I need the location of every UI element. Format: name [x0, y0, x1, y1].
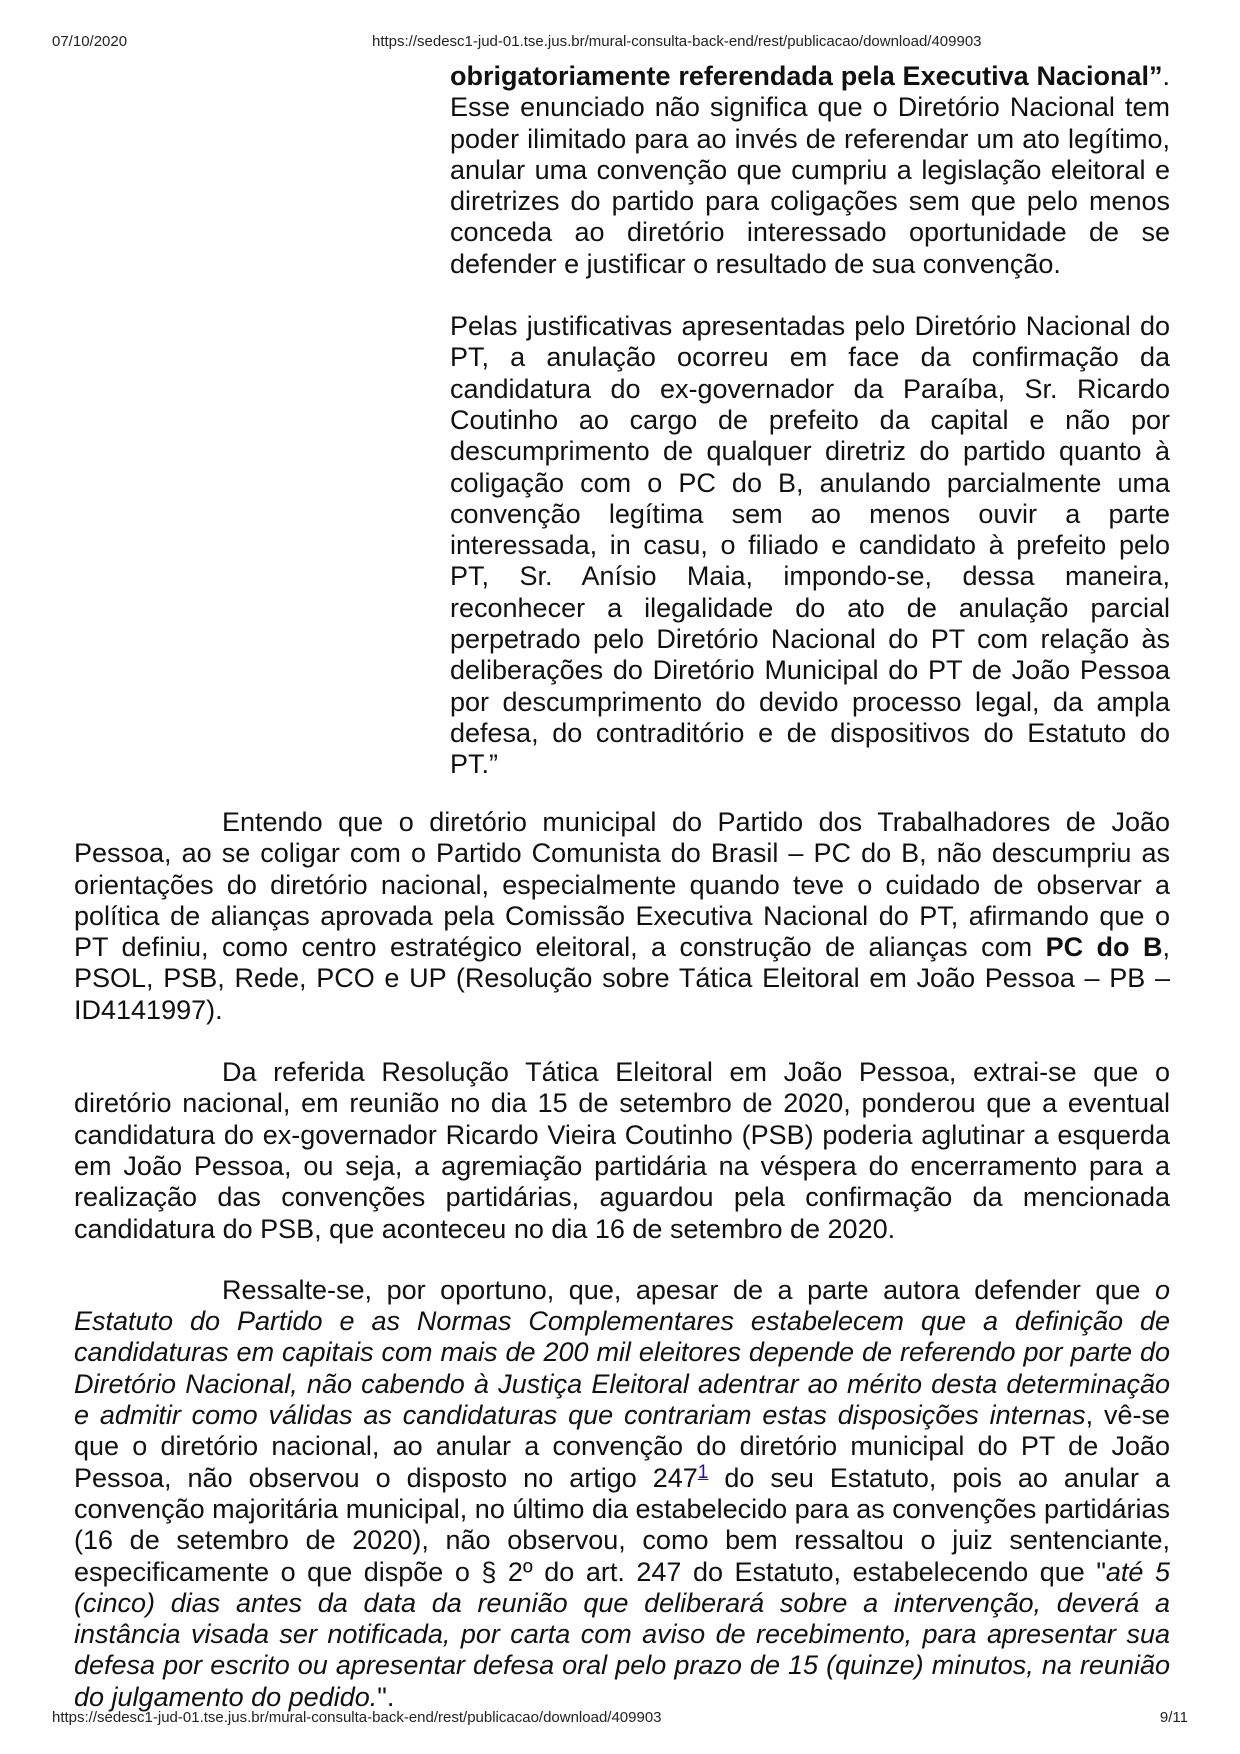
- quote-paragraph-1: [450, 61, 1170, 280]
- italic-quote: o Estatuto do Partido e as Normas Complementares estabelecem que a definição de candidaturas em capitais com mais de 200 mil eleitores depende de referendo por parte do Diretório Nacional, não cabendo à Justiça Eleitoral adentrar ao mérito desta determinação e admitir como válidas as candidaturas que contrariam estas disposições internas: [74, 1274, 1170, 1431]
- body-paragraph-3: [74, 1275, 1170, 1713]
- quoted-block: [450, 61, 1170, 781]
- quote-bold-phrase: obrigatoriamente referendada pela Executiva Nacional”: [450, 61, 1163, 91]
- footer-url: https://sedesc1-jud-01.tse.jus.br/mural-consulta-back-end/rest/publicacao/download/409903: [52, 1709, 662, 1726]
- body-paragraph-1: [74, 807, 1170, 1026]
- body-text: Ressalte-se, por oportuno, que, apesar de a parte autora defender que: [222, 1274, 1155, 1305]
- quote-text: . Esse enunciado não significa que o Diretório Nacional tem poder ilimitado para ao invés de referendar um ato legítimo, anular uma convenção que cumpriu a legislação eleitoral e diretrizes do partido para coligações sem que pelo menos conceda ao diretório interessado oportunidade de se defender e justificar o resultado de sua convenção.: [450, 61, 1170, 279]
- body-text: , vê-se que o diretório nacional, ao anular a convenção do diretório municipal do PT de João Pessoa, não observou o disposto no artigo 247: [74, 1400, 1170, 1493]
- body-text: ".: [377, 1681, 395, 1712]
- body-text: , PSOL, PSB, Rede, PCO e UP (Resolução sobre Tática Eleitoral em João Pessoa – PB – ID4141997).: [74, 932, 1170, 1025]
- header-url: https://sedesc1-jud-01.tse.jus.br/mural-consulta-back-end/rest/publicacao/download/409903: [372, 33, 982, 50]
- body-bold-phrase: PC do B: [1045, 932, 1163, 963]
- body-text: do seu Estatuto, pois ao anular a convenção majoritária municipal, no último dia estabelecido para as convenções partidárias (16 de setembro de 2020), não observou, como bem ressaltou o juiz sentenciante, especificamente o que dispõe o § 2º do art. 247 do Estatuto, estabelecendo que ": [74, 1462, 1170, 1587]
- quote-paragraph-2: Pelas justificativas apresentadas pelo Diretório Nacional do PT, a anulação ocorreu em face da confirmação da candidatura do ex-governador da Paraíba, Sr. Ricardo Coutinho ao cargo de prefeito da capital e não por descumprimento de qualquer diretriz do partido quanto à coligação com o PC do B, anulando parcialmente uma convenção legítima sem ao menos ouvir a parte interessada, in casu, o filiado e candidato à prefeito pelo PT, Sr. Anísio Maia, impondo-se, dessa maneira, reconhecer a ilegalidade do ato de anulação parcial perpetrado pelo Diretório Nacional do PT com relação às deliberações do Diretório Municipal do PT de João Pessoa por descumprimento do devido processo legal, da ampla defesa, do contraditório e de dispositivos do Estatuto do PT.”: [450, 311, 1170, 780]
- italic-quote: até 5 (cinco) dias antes da data da reunião que deliberará sobre a intervenção, deverá a instância visada ser notificada, por carta com aviso de recebimento, para apresentar sua defesa por escrito ou apresentar defesa oral pelo prazo de 15 (quinze) minutos, na reunião do julgamento do pedido.: [74, 1556, 1170, 1712]
- document-body: [74, 807, 1170, 1713]
- page-number: 9/11: [1159, 1709, 1188, 1726]
- body-paragraph-2: Da referida Resolução Tática Eleitoral em João Pessoa, extrai-se que o diretório nacional, em reunião no dia 15 de setembro de 2020, ponderou que a eventual candidatura do ex-governador Ricardo Vieira Coutinho (PSB) poderia aglutinar a esquerda em João Pessoa, ou seja, a agremiação partidária na véspera do encerramento para a realização das convenções partidárias, aguardou pela confirmação da mencionada candidatura do PSB, que aconteceu no dia 16 de setembro de 2020.: [74, 1057, 1170, 1244]
- footnote-ref: [698, 1462, 709, 1483]
- body-text: Entendo que o diretório municipal do Partido dos Trabalhadores de João Pessoa, ao se coligar com o Partido Comunista do Brasil – PC do B, não descumpriu as orientações do diretório nacional, especialmente quando teve o cuidado de observar a política de alianças aprovada pela Comissão Executiva Nacional do PT, afirmando que o PT definiu, como centro estratégico eleitoral, a construção de alianças com: [74, 807, 1170, 963]
- print-date: 07/10/2020: [52, 33, 128, 50]
- footnote-link[interactable]: 1: [697, 1461, 709, 1483]
